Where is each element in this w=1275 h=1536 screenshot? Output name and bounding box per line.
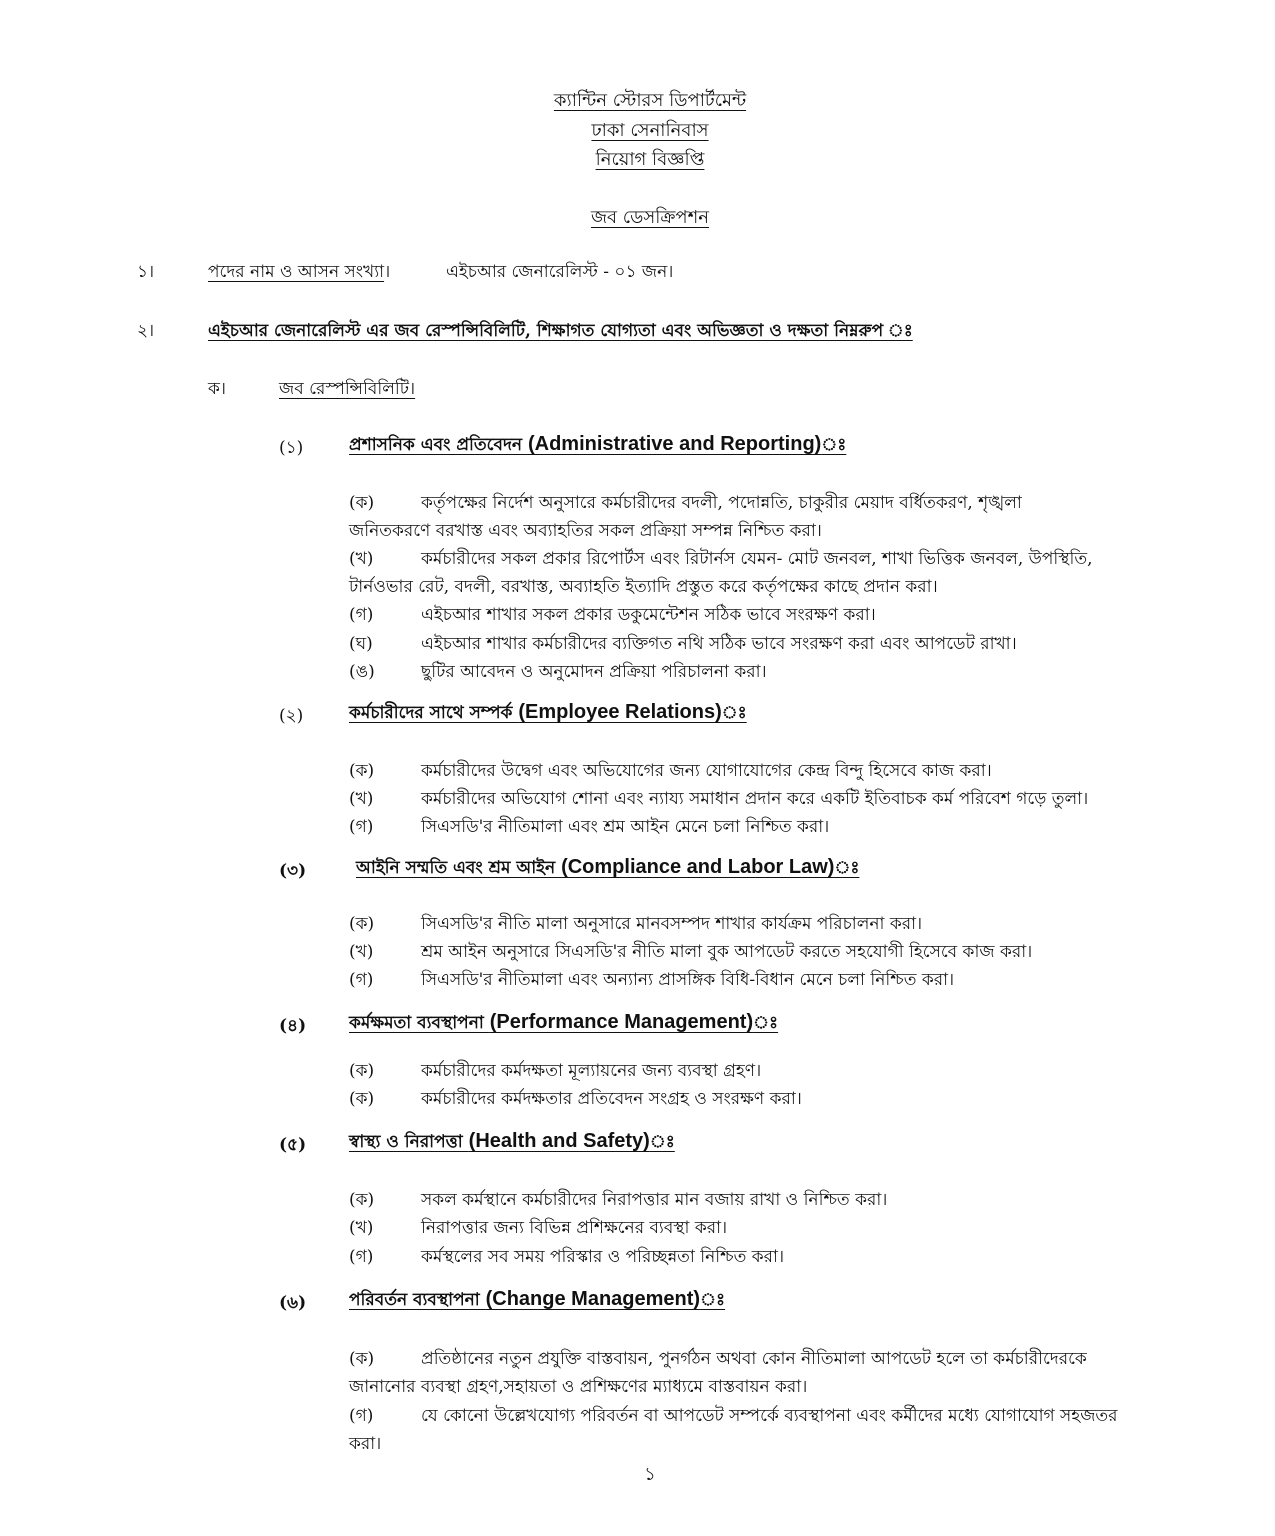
item-mark: (খ) xyxy=(349,789,374,809)
section-3-title-end: ঃ xyxy=(834,858,860,878)
section-2-title xyxy=(349,700,747,728)
section-6-number: (৬) xyxy=(279,1293,307,1313)
section-3-number: (৩) xyxy=(279,861,307,881)
item-text: ছুটির আবেদন ও অনুমোদন প্রক্রিয়া পরিচালনা করা। xyxy=(421,662,767,682)
page-number: ১ xyxy=(644,1464,656,1485)
post-name-value: এইচআর জেনারেলিস্ট - ০১ জন। xyxy=(446,262,674,282)
item-text: শ্রম আইন অনুসারে সিএসডি'র নীতি মালা বুক আপডেট করতে সহযোগী হিসেবে কাজ করা। xyxy=(421,942,1033,962)
item-text-continued: জানানোর ব্যবস্থা গ্রহণ,সহায়তা ও প্রশিক্ষণের ম্যাধ্যমে বাস্তবায়ন করা। xyxy=(349,1377,808,1397)
section-4-title-end: ঃ xyxy=(753,1013,779,1033)
point-1-line xyxy=(208,259,390,287)
section-2-title-end: ঃ xyxy=(721,703,747,723)
section-5-title-end: ঃ xyxy=(649,1132,675,1152)
item-text: কর্মচারীদের অভিযোগ শোনা এবং ন্যায্য সমাধান প্রদান করে একটি ইতিবাচক কর্ম পরিবেশ গড়ে তুলা। xyxy=(421,789,1089,809)
item-text: কর্মস্থলের সব সময় পরিস্কার ও পরিচ্ছন্নতা নিশ্চিত করা। xyxy=(421,1247,785,1267)
document-subtitle: জব ডেসক্রিপশন xyxy=(590,207,710,228)
item-text: সকল কর্মস্থানে কর্মচারীদের নিরাপত্তার মান বজায় রাখা ও নিশ্চিত করা। xyxy=(421,1190,888,1210)
section-2-number: (২) xyxy=(279,706,304,726)
section-5-title-en: (Health and Safety) xyxy=(468,1130,650,1152)
item-mark: (গ) xyxy=(349,817,374,837)
point-1-number: ১। xyxy=(137,262,155,282)
item-text-continued: টার্নওভার রেট, বদলী, বরখাস্ত, অব্যাহতি ইত্যাদি প্রস্তুত করে কর্তৃপক্ষের কাছে প্রদান করা। xyxy=(349,577,938,597)
section-5-title xyxy=(349,1129,675,1157)
sub-ka-heading: জব রেস্পন্সিবিলিটি। xyxy=(279,379,416,399)
section-1-title-end: ঃ xyxy=(821,435,847,455)
item-text: সিএসডি'র নীতি মালা অনুসারে মানবসম্পদ শাখার কার্যক্রম পরিচালনা করা। xyxy=(421,914,923,934)
item-text-continued: করা। xyxy=(349,1434,382,1454)
section-2-title-en: (Employee Relations) xyxy=(518,701,722,723)
item-mark: (খ) xyxy=(349,942,374,962)
item-text: যে কোনো উল্লেখযোগ্য পরিবর্তন বা আপডেট সম্পর্কে ব্যবস্থাপনা এবং কর্মীদের মধ্যে যোগাযোগ সহজতর xyxy=(421,1406,1118,1426)
item-mark: (খ) xyxy=(349,549,374,569)
item-text: এইচআর শাখার সকল প্রকার ডকুমেন্টেশন সঠিক ভাবে সংরক্ষণ করা। xyxy=(421,605,876,625)
section-6-title-en: (Change Management) xyxy=(485,1288,701,1310)
section-1-number: (১) xyxy=(279,438,304,458)
item-mark: (ক) xyxy=(349,1089,375,1109)
document-title: নিয়োগ বিজ্ঞপ্তি xyxy=(595,149,705,170)
item-mark: (ক) xyxy=(349,1349,375,1369)
section-6-title-bn: পরিবর্তন ব্যবস্থাপনা xyxy=(349,1290,486,1310)
section-3-title xyxy=(356,855,859,883)
item-mark: (ঙ) xyxy=(349,662,375,682)
item-mark: (গ) xyxy=(349,605,374,625)
item-text: সিএসডি'র নীতিমালা এবং শ্রম আইন মেনে চলা নিশ্চিত করা। xyxy=(421,817,830,837)
item-mark: (ক) xyxy=(349,1061,375,1081)
section-6-title-end: ঃ xyxy=(700,1290,726,1310)
section-3-title-en: (Compliance and Labor Law) xyxy=(561,856,835,878)
section-6-title xyxy=(349,1287,725,1315)
section-4-title xyxy=(349,1010,778,1038)
item-mark: (গ) xyxy=(349,970,374,990)
item-text: সিএসডি'র নীতিমালা এবং অন্যান্য প্রাসঙ্গিক বিধি-বিধান মেনে চলা নিশ্চিত করা। xyxy=(421,970,955,990)
item-text: কর্মচারীদের কর্মদক্ষতা মূল্যায়নের জন্য ব্যবস্থা গ্রহণ। xyxy=(421,1061,762,1081)
office-location: ঢাকা সেনানিবাস xyxy=(591,120,709,141)
section-4-number: (৪) xyxy=(279,1016,307,1036)
section-2-title-bn: কর্মচারীদের সাথে সম্পর্ক xyxy=(349,703,519,723)
sub-ka-number: ক। xyxy=(208,379,226,399)
office-name: ক্যান্টিন স্টোরস ডিপার্টমেন্ট xyxy=(553,90,747,111)
item-text: নিরাপত্তার জন্য বিভিন্ন প্রশিক্ষনের ব্যবস্থা করা। xyxy=(421,1218,728,1238)
item-text: এইচআর শাখার কর্মচারীদের ব্যক্তিগত নথি সঠিক ভাবে সংরক্ষণ করা এবং আপডেট রাখা। xyxy=(421,634,1017,654)
item-mark: (ক) xyxy=(349,493,375,513)
item-mark: (গ) xyxy=(349,1406,374,1426)
item-text: প্রতিষ্ঠানের নতুন প্রযুক্তি বাস্তবায়ন, পুনর্গঠন অথবা কোন নীতিমালা আপডেট হলে তা কর্মচারীদেরকে xyxy=(421,1349,1087,1369)
item-mark: (ক) xyxy=(349,761,375,781)
item-mark: (গ) xyxy=(349,1247,374,1267)
point-2-heading: এইচআর জেনারেলিস্ট এর জব রেস্পন্সিবিলিটি, শিক্ষাগত যোগ্যতা এবং অভিজ্ঞতা ও দক্ষতা নিম্নরুপ ঃ xyxy=(208,321,913,341)
section-1-title-en: (Administrative and Reporting) xyxy=(527,433,822,455)
item-mark: (ঘ) xyxy=(349,634,373,654)
section-1-title xyxy=(349,432,846,460)
item-text: কর্মচারীদের সকল প্রকার রিপোর্টস এবং রিটার্নস যেমন- মোট জনবল, শাখা ভিত্তিক জনবল, উপস্থিতি, xyxy=(421,549,1093,569)
item-text: কর্মচারীদের কর্মদক্ষতার প্রতিবেদন সংগ্রহ ও সংরক্ষণ করা। xyxy=(421,1089,802,1109)
section-3-title-bn: আইনি সম্মতি এবং শ্রম আইন xyxy=(356,858,562,878)
section-5-title-bn: স্বাস্থ্য ও নিরাপত্তা xyxy=(349,1132,469,1152)
point-2-number: ২। xyxy=(137,321,155,341)
section-4-title-en: (Performance Management) xyxy=(489,1011,754,1033)
section-4-title-bn: কর্মক্ষমতা ব্যবস্থাপনা xyxy=(349,1013,490,1033)
item-mark: (ক) xyxy=(349,1190,375,1210)
item-mark: (খ) xyxy=(349,1218,374,1238)
section-1-title-bn: প্রশাসনিক এবং প্রতিবেদন xyxy=(349,435,528,455)
post-name-label: পদের নাম ও আসন সংখ্যা xyxy=(208,262,385,282)
section-5-number: (৫) xyxy=(279,1135,307,1155)
item-text-continued: জনিতকরণে বরখাস্ত এবং অব্যাহতির সকল প্রক্রিয়া সম্পন্ন নিশ্চিত করা। xyxy=(349,521,822,541)
post-name-label-end: । xyxy=(384,262,391,282)
item-mark: (ক) xyxy=(349,914,375,934)
item-text: কর্তৃপক্ষের নির্দেশ অনুসারে কর্মচারীদের বদলী, পদোন্নতি, চাকুরীর মেয়াদ বর্ধিতকরণ, শৃঙ্খলা xyxy=(421,493,1022,513)
item-text: কর্মচারীদের উদ্বেগ এবং অভিযোগের জন্য যোগাযোগের কেন্দ্র বিন্দু হিসেবে কাজ করা। xyxy=(421,761,992,781)
